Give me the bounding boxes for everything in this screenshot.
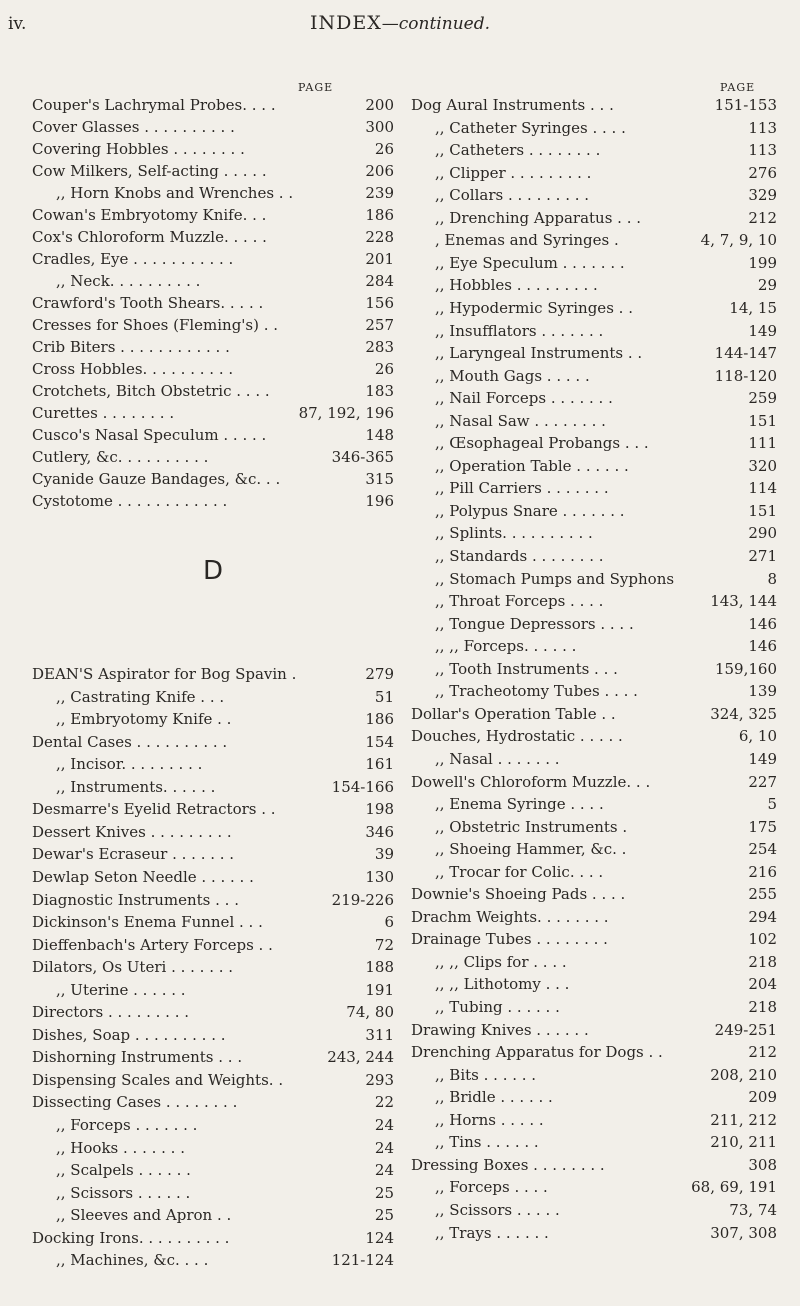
entry-page: 114 (748, 479, 777, 498)
index-entry (32, 956, 394, 978)
entry-page: 227 (748, 772, 777, 791)
entry-term: Dickinson's Enema Funnel . . . (32, 913, 263, 932)
entry-page: 212 (748, 1043, 777, 1062)
entry-page: 206 (365, 162, 394, 180)
entry-page: 191 (365, 980, 394, 999)
index-entry (411, 410, 777, 432)
entry-term: Cutlery, &c. . . . . . . . . . (32, 448, 209, 466)
index-entry (411, 94, 777, 116)
entry-page: 219-226 (331, 890, 394, 909)
entry-term: ,, Bits . . . . . . (435, 1065, 537, 1084)
entry-term: ,, Hobbles . . . . . . . . . (435, 276, 598, 295)
entry-page: 249-251 (714, 1020, 777, 1039)
entry-term: Cusco's Nasal Speculum . . . . . (32, 426, 267, 444)
index-entry (32, 843, 394, 865)
entry-page: 68, 69, 191 (691, 1178, 777, 1197)
index-entry (32, 1137, 394, 1159)
entry-term: ,, Bridle . . . . . . (435, 1088, 553, 1107)
entry-term: Cyanide Gauze Bandages, &c. . . (32, 470, 281, 488)
entry-page: 216 (748, 862, 777, 881)
entry-term: ,, Eye Speculum . . . . . . . (435, 253, 625, 272)
entry-page: 25 (374, 1183, 394, 1202)
index-entry (411, 793, 777, 815)
index-entry (411, 545, 777, 567)
entry-term: Cystotome . . . . . . . . . . . . (32, 492, 228, 510)
entry-term: ,, Obstetric Instruments . (435, 817, 628, 836)
entry-term: ,, Scalpels . . . . . . (56, 1161, 191, 1180)
index-entry (32, 160, 394, 182)
entry-term: ,, ,, Clips for . . . . (435, 952, 567, 971)
entry-term: ,, Operation Table . . . . . . (435, 456, 629, 475)
entry-page: 24 (374, 1138, 394, 1157)
entry-page: 204 (748, 975, 777, 994)
index-entry (32, 380, 394, 402)
entry-term: ,, Tracheotomy Tubes . . . . (435, 682, 638, 701)
index-entry (411, 365, 777, 387)
index-entry (411, 252, 777, 274)
entry-term: ,, Tooth Instruments . . . (435, 659, 618, 678)
index-entry (411, 500, 777, 522)
index-entry (411, 928, 777, 950)
index-entry (32, 1204, 394, 1226)
entry-term: ,, Catheters . . . . . . . . (435, 141, 601, 160)
entry-term: Dressing Boxes . . . . . . . . (411, 1155, 605, 1174)
index-entry (411, 117, 777, 139)
entry-term: ,, Drenching Apparatus . . . (435, 208, 642, 227)
running-title (0, 12, 800, 34)
entry-term: Curettes . . . . . . . . (32, 404, 175, 422)
index-entry (411, 162, 777, 184)
index-entry (411, 635, 777, 657)
entry-term: ,, Throat Forceps . . . . (435, 592, 604, 611)
entry-page: 175 (748, 817, 777, 836)
entry-page: 218 (748, 952, 777, 971)
entry-page: 218 (748, 998, 777, 1016)
entry-page: 124 (365, 1228, 394, 1247)
entry-term: ,, Sleeves and Apron . . (56, 1206, 232, 1225)
entry-page: 284 (365, 272, 394, 290)
entry-page: 154-166 (331, 777, 394, 796)
index-entry (32, 116, 394, 138)
entry-term: ,, Horn Knobs and Wrenches . . (56, 184, 294, 202)
index-entry (411, 297, 777, 319)
entry-term: ,, Splints. . . . . . . . . . (435, 524, 593, 543)
entry-term: Cross Hobbles. . . . . . . . . . (32, 360, 234, 378)
entry-page: 151 (748, 501, 777, 520)
index-entry (32, 1114, 394, 1136)
entry-page: 24 (374, 1116, 394, 1134)
entry-page: 255 (748, 885, 777, 904)
entry-page: 307, 308 (710, 1223, 777, 1242)
entry-term: Drainage Tubes . . . . . . . . (411, 930, 608, 949)
entry-page: 186 (365, 206, 394, 224)
entry-term: Crib Biters . . . . . . . . . . . . (32, 338, 230, 356)
entry-term: ,, Tins . . . . . . (435, 1133, 539, 1152)
entry-term: Cover Glasses . . . . . . . . . . (32, 118, 235, 136)
entry-page: 113 (748, 141, 777, 160)
right-page-label: PAGE (720, 81, 756, 94)
index-entry (411, 1131, 777, 1153)
entry-page: 188 (365, 958, 394, 977)
index-entry (411, 1109, 777, 1131)
entry-page: 199 (748, 253, 777, 272)
entry-page: 148 (365, 426, 394, 444)
entry-term: ,, Nasal Saw . . . . . . . . (435, 411, 606, 430)
entry-term: ,, ,, Forceps. . . . . . (435, 637, 577, 656)
entry-term: ,, Neck. . . . . . . . . . (56, 272, 201, 290)
entry-term: ,, Scissors . . . . . (435, 1200, 560, 1219)
page-number: iv. (8, 14, 27, 34)
index-entry (32, 1227, 394, 1249)
entry-page: 113 (748, 118, 777, 137)
entry-term: Dewlap Seton Needle . . . . . . (32, 867, 254, 886)
entry-page: 4, 7, 9, 10 (700, 231, 777, 250)
entry-term: ,, Standards . . . . . . . . (435, 547, 604, 565)
entry-page: 151-153 (714, 96, 777, 114)
entry-page: 26 (374, 140, 394, 158)
index-entry (411, 387, 777, 409)
entry-term: ,, Tubing . . . . . . (435, 998, 560, 1016)
index-entry (32, 911, 394, 933)
entry-page: 210, 211 (710, 1133, 777, 1152)
entry-page: 346 (365, 822, 394, 841)
entry-page: 200 (365, 96, 394, 114)
section-letter: D (202, 556, 224, 586)
index-entry (411, 455, 777, 477)
index-entry (32, 138, 394, 160)
entry-page: 6 (384, 913, 394, 932)
entry-term: Crawford's Tooth Shears. . . . . (32, 294, 264, 312)
entry-page: 201 (365, 250, 394, 268)
entry-page: 257 (365, 316, 394, 334)
index-entry (411, 951, 777, 973)
index-entry (411, 1222, 777, 1244)
entry-term: ,, Hypodermic Syringes . . (435, 298, 633, 317)
index-entry (411, 748, 777, 770)
index-entry (411, 432, 777, 454)
entry-term: , Enemas and Syringes . (435, 231, 619, 250)
entry-page: 271 (748, 547, 777, 565)
entry-term: ,, ,, Lithotomy . . . (435, 975, 570, 994)
index-entry (411, 838, 777, 860)
entry-page: 293 (365, 1070, 394, 1089)
entry-page: 22 (374, 1093, 394, 1112)
index-entry (411, 861, 777, 883)
entry-page: 283 (365, 338, 394, 356)
entry-term: Diagnostic Instruments . . . (32, 890, 239, 909)
index-entry (32, 270, 394, 292)
index-entry (32, 336, 394, 358)
entry-term: ,, Forceps . . . . (435, 1178, 548, 1197)
entry-page: 294 (748, 907, 777, 926)
index-entry (32, 979, 394, 1001)
index-entry (411, 725, 777, 747)
entry-page: 102 (748, 930, 777, 949)
entry-term: Cow Milkers, Self-acting . . . . . (32, 162, 267, 180)
entry-term: ,, Mouth Gags . . . . . (435, 366, 590, 385)
entry-page: 212 (748, 208, 777, 227)
entry-page: 239 (365, 184, 394, 202)
entry-page: 29 (757, 276, 777, 295)
index-entry (32, 1046, 394, 1068)
entry-term: ,, Laryngeal Instruments . . (435, 344, 643, 363)
entry-page: 300 (365, 118, 394, 136)
index-entry (32, 798, 394, 820)
entry-page: 6, 10 (738, 727, 777, 746)
index-entry (411, 568, 777, 590)
index-entry (411, 207, 777, 229)
index-entry (411, 1176, 777, 1198)
index-entry (32, 731, 394, 753)
entry-term: Dollar's Operation Table . . (411, 704, 616, 723)
index-entry (411, 139, 777, 161)
entry-term: ,, Hooks . . . . . . . (56, 1138, 185, 1157)
index-entry (411, 973, 777, 995)
entry-term: ,, Uterine . . . . . . (56, 980, 186, 999)
entry-term: Docking Irons. . . . . . . . . . (32, 1228, 230, 1247)
entry-page: 154 (365, 732, 394, 751)
entry-page: 276 (748, 163, 777, 182)
entry-page: 211, 212 (710, 1110, 777, 1129)
entry-page: 311 (365, 1025, 394, 1044)
index-entry (411, 184, 777, 206)
index-entry (411, 883, 777, 905)
entry-page: 87, 192, 196 (298, 404, 394, 422)
index-entry (411, 342, 777, 364)
entry-term: ,, Collars . . . . . . . . . (435, 186, 590, 205)
entry-page: 228 (365, 228, 394, 246)
index-entry (32, 1249, 394, 1271)
page-header (0, 8, 800, 38)
index-entry (32, 204, 394, 226)
entry-term: Downie's Shoeing Pads . . . . (411, 885, 626, 904)
entry-term: ,, Instruments. . . . . . (56, 777, 216, 796)
index-entry (411, 522, 777, 544)
entry-page: 121-124 (331, 1251, 394, 1270)
entry-term: Cox's Chloroform Muzzle. . . . . (32, 228, 267, 246)
index-entry (32, 1069, 394, 1091)
entry-term: ,, Castrating Knife . . . (56, 687, 225, 706)
entry-term: Covering Hobbles . . . . . . . . (32, 140, 245, 158)
index-entry (411, 1086, 777, 1108)
entry-term: Drawing Knives . . . . . . (411, 1020, 589, 1039)
running-title-main: INDEX (310, 12, 382, 34)
entry-page: 39 (374, 845, 394, 864)
entry-term: Cresses for Shoes (Fleming's) . . (32, 316, 279, 334)
entry-term: ,, Incisor. . . . . . . . . (56, 755, 203, 774)
index-entry (32, 424, 394, 446)
index-entry (32, 490, 394, 512)
entry-term: ,, Trays . . . . . . (435, 1223, 549, 1242)
entry-term: Dieffenbach's Artery Forceps . . (32, 935, 273, 954)
entry-page: 259 (748, 389, 777, 408)
entry-term: ,, Nasal . . . . . . . (435, 749, 560, 768)
index-entry (411, 590, 777, 612)
entry-term: ,, Stomach Pumps and Syphons (435, 569, 675, 588)
entry-term: ,, Scissors . . . . . . (56, 1183, 191, 1202)
index-entry (32, 248, 394, 270)
entry-term: ,, Embryotomy Knife . . (56, 710, 232, 729)
entry-term: ,, Shoeing Hammer, &c. . (435, 840, 627, 859)
entry-term: Douches, Hydrostatic . . . . . (411, 727, 623, 746)
entry-page: 308 (748, 1155, 777, 1174)
index-entry (411, 996, 777, 1018)
entry-page: 279 (365, 665, 394, 683)
entry-page: 8 (767, 569, 777, 588)
entry-page: 209 (748, 1088, 777, 1107)
entry-term: ,, Machines, &c. . . . (56, 1251, 209, 1270)
entry-page: 198 (365, 800, 394, 819)
index-entry (32, 663, 394, 685)
index-entry (32, 292, 394, 314)
index-entry (411, 229, 777, 251)
index-entry (411, 274, 777, 296)
entry-term: Dowell's Chloroform Muzzle. . . (411, 772, 651, 791)
index-entry (411, 906, 777, 928)
index-entry (411, 658, 777, 680)
entry-term: ,, Insufflators . . . . . . . (435, 321, 604, 340)
index-entry (32, 1091, 394, 1113)
entry-page: 290 (748, 524, 777, 543)
entry-page: 74, 80 (346, 1003, 394, 1022)
index-entry (32, 866, 394, 888)
index-entry (411, 1154, 777, 1176)
index-entry (32, 358, 394, 380)
entry-page: 139 (748, 682, 777, 701)
index-entry (32, 1024, 394, 1046)
left-page-label: PAGE (298, 81, 334, 94)
entry-term: Dishorning Instruments . . . (32, 1048, 243, 1067)
entry-page: 196 (365, 492, 394, 510)
index-entry (32, 226, 394, 248)
entry-term: Drachm Weights. . . . . . . . (411, 907, 609, 926)
entry-term: Dispensing Scales and Weights. . (32, 1070, 284, 1089)
index-entry (411, 1064, 777, 1086)
entry-page: 24 (374, 1161, 394, 1180)
entry-page: 26 (374, 360, 394, 378)
index-entry (32, 776, 394, 798)
entry-page: 329 (748, 186, 777, 205)
entry-page: 144-147 (714, 344, 777, 363)
entry-term: ,, Polypus Snare . . . . . . . (435, 501, 625, 520)
index-entry (411, 1199, 777, 1221)
entry-page: 159,160 (714, 659, 777, 678)
entry-page: 320 (748, 456, 777, 475)
entry-page: 73, 74 (729, 1200, 777, 1219)
entry-page: 25 (374, 1206, 394, 1225)
entry-term: ,, Horns . . . . . (435, 1110, 544, 1129)
entry-term: ,, Enema Syringe . . . . (435, 795, 604, 814)
entry-page: 315 (365, 470, 394, 488)
entry-page: 161 (365, 755, 394, 774)
entry-page: 254 (748, 840, 777, 859)
entry-page: 143, 144 (710, 592, 777, 611)
index-entry (32, 708, 394, 730)
entry-term: Dessert Knives . . . . . . . . . (32, 822, 232, 841)
entry-term: Dog Aural Instruments . . . (411, 96, 614, 114)
entry-page: 51 (374, 687, 394, 706)
index-entry (32, 446, 394, 468)
entry-page: 243, 244 (327, 1048, 394, 1067)
index-entry (411, 1019, 777, 1041)
entry-page: 151 (748, 411, 777, 430)
entry-term: Cradles, Eye . . . . . . . . . . . (32, 250, 234, 268)
entry-page: 146 (748, 637, 777, 656)
entry-term: ,, Nail Forceps . . . . . . . (435, 389, 613, 408)
index-entry (32, 753, 394, 775)
index-entry (411, 703, 777, 725)
entry-page: 183 (365, 382, 394, 400)
entry-term: ,, Trocar for Colic. . . . (435, 862, 604, 881)
entry-term: ,, Œsophageal Probangs . . . (435, 434, 649, 453)
entry-page: 346-365 (331, 448, 394, 466)
entry-term: Drenching Apparatus for Dogs . . (411, 1043, 663, 1062)
entry-page: 111 (748, 434, 777, 453)
index-entry (32, 468, 394, 490)
index-entry (32, 94, 394, 116)
entry-page: 208, 210 (710, 1065, 777, 1084)
entry-term: Desmarre's Eyelid Retractors . . (32, 800, 276, 819)
index-entry (32, 182, 394, 204)
entry-term: Dissecting Cases . . . . . . . . (32, 1093, 238, 1112)
entry-term: Dewar's Ecraseur . . . . . . . (32, 845, 235, 864)
entry-term: Crotchets, Bitch Obstetric . . . . (32, 382, 270, 400)
index-entry (32, 821, 394, 843)
entry-page: 186 (365, 710, 394, 729)
index-entry (32, 1001, 394, 1023)
entry-page: 14, 15 (729, 298, 777, 317)
index-entry (32, 889, 394, 911)
entry-term: Directors . . . . . . . . . (32, 1003, 190, 1022)
entry-page: 156 (365, 294, 394, 312)
entry-page: 130 (365, 867, 394, 886)
entry-term: Cowan's Embryotomy Knife. . . (32, 206, 267, 224)
index-entry (411, 771, 777, 793)
entry-term: ,, Tongue Depressors . . . . (435, 614, 634, 633)
entry-term: ,, Forceps . . . . . . . (56, 1116, 198, 1134)
entry-page: 149 (748, 321, 777, 340)
entry-term: ,, Pill Carriers . . . . . . . (435, 479, 609, 498)
entry-page: 149 (748, 749, 777, 768)
entry-page: 72 (374, 935, 394, 954)
index-entry (32, 934, 394, 956)
index-entry (411, 477, 777, 499)
entry-term: ,, Catheter Syringes . . . . (435, 118, 626, 137)
index-entry (411, 613, 777, 635)
entry-term: Dilators, Os Uteri . . . . . . . (32, 958, 234, 977)
entry-term: Dental Cases . . . . . . . . . . (32, 732, 228, 751)
index-entry (411, 320, 777, 342)
running-title-continued: —continued. (381, 14, 490, 34)
entry-term: Couper's Lachrymal Probes. . . . (32, 96, 276, 114)
index-entry (32, 1182, 394, 1204)
entry-term: Dishes, Soap . . . . . . . . . . (32, 1025, 226, 1044)
entry-page: 324, 325 (710, 704, 777, 723)
index-entry (411, 680, 777, 702)
index-entry (32, 402, 394, 424)
entry-page: 146 (748, 614, 777, 633)
entry-page: 5 (767, 795, 777, 814)
index-entry (32, 314, 394, 336)
entry-term: DEAN'S Aspirator for Bog Spavin . (32, 665, 297, 683)
index-entry (32, 1159, 394, 1181)
index-entry (411, 1041, 777, 1063)
index-entry (411, 816, 777, 838)
index-entry (32, 686, 394, 708)
entry-term: ,, Clipper . . . . . . . . . (435, 163, 592, 182)
entry-page: 118-120 (714, 366, 777, 385)
